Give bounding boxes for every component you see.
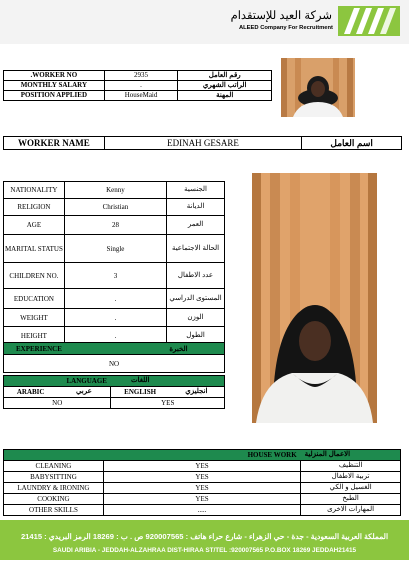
children-no-label: CHILDREN NO. xyxy=(4,263,65,289)
footer-address-arabic: المملكة العربية السعودية - جدة - حي الزهراء - شارع حراء هاتف : 920007565 ص . ب : 18269 الرمز البريدي : 21415 xyxy=(20,532,389,541)
weight-value: . xyxy=(64,309,166,327)
arabic-label: ARABIC xyxy=(4,387,58,398)
table-row xyxy=(4,235,225,263)
worker-photo-large xyxy=(252,173,377,423)
worker-no-label: .WORKER NO xyxy=(4,71,105,81)
nationality-value: Kenny xyxy=(64,182,166,199)
other-skills-value: ..... xyxy=(103,505,300,516)
table-row xyxy=(4,71,272,81)
table-row xyxy=(4,387,225,398)
table-row xyxy=(4,398,225,409)
position-value: HouseMaid xyxy=(104,91,178,101)
religion-value: Christian xyxy=(64,199,166,216)
table-row xyxy=(4,355,225,373)
cooking-label: COOKING xyxy=(4,494,104,505)
weight-label: WEIGHT xyxy=(4,309,65,327)
education-label: EDUCATION xyxy=(4,289,65,309)
english-label-ar: انجليزي xyxy=(169,387,225,398)
house-work-table xyxy=(3,449,401,516)
worker-photo-small xyxy=(281,58,355,117)
table-row xyxy=(4,182,225,199)
experience-value: NO xyxy=(4,355,225,373)
worker-no-label-ar: رقم العامل xyxy=(178,71,272,81)
language-title-ar: اللغات xyxy=(111,376,225,387)
table-row xyxy=(4,461,401,472)
marital-status-label: MARITAL STATUS xyxy=(4,235,65,263)
babysitting-label-ar: تربية الاطفال xyxy=(301,472,401,483)
english-value: YES xyxy=(111,398,225,409)
weight-label-ar: الوزن xyxy=(167,309,225,327)
worker-info-table xyxy=(3,70,272,101)
monthly-salary-label-ar: الراتب الشهري xyxy=(178,81,272,91)
height-label: HEIGHT xyxy=(4,327,65,345)
education-value: . xyxy=(64,289,166,309)
table-row xyxy=(4,199,225,216)
table-row xyxy=(4,309,225,327)
english-label: ENGLISH xyxy=(111,387,169,398)
personal-details-table xyxy=(3,181,225,345)
nationality-label-ar: الجنسية xyxy=(167,182,225,199)
monthly-salary-value: . xyxy=(104,81,178,91)
table-row xyxy=(4,343,225,355)
other-skills-label-ar: المهارات الاخرى xyxy=(301,505,401,516)
table-row xyxy=(4,81,272,91)
language-table xyxy=(3,375,225,409)
cleaning-label: CLEANING xyxy=(4,461,104,472)
age-value: 28 xyxy=(64,216,166,235)
laundry-label-ar: الغسيل و الكي xyxy=(301,483,401,494)
experience-title-ar: الخبرة xyxy=(133,343,225,355)
children-no-value: 3 xyxy=(64,263,166,289)
table-row xyxy=(4,483,401,494)
experience-table xyxy=(3,342,225,373)
table-row xyxy=(4,472,401,483)
table-row xyxy=(4,137,402,150)
table-row xyxy=(4,376,225,387)
table-row xyxy=(4,263,225,289)
other-skills-label: OTHER SKILLS xyxy=(4,505,104,516)
table-row xyxy=(4,216,225,235)
table-row xyxy=(4,494,401,505)
arabic-label-ar: عربي xyxy=(57,387,111,398)
age-label: AGE xyxy=(4,216,65,235)
children-no-label-ar: عدد الاطفال xyxy=(167,263,225,289)
age-label-ar: العمر xyxy=(167,216,225,235)
education-label-ar: المستوى الدراسي xyxy=(167,289,225,309)
cleaning-value: YES xyxy=(103,461,300,472)
religion-label: RELIGION xyxy=(4,199,65,216)
arabic-value: NO xyxy=(4,398,111,409)
marital-status-value: Single xyxy=(64,235,166,263)
worker-name-value: EDINAH GESARE xyxy=(104,137,301,150)
laundry-value: YES xyxy=(103,483,300,494)
babysitting-value: YES xyxy=(103,472,300,483)
worker-name-label-ar: اسم العامل xyxy=(302,137,402,150)
table-row xyxy=(4,450,401,461)
worker-name-label: WORKER NAME xyxy=(4,137,105,150)
table-row xyxy=(4,91,272,101)
position-label-ar: المهنة xyxy=(178,91,272,101)
laundry-label: LAUNDRY & IRONING xyxy=(4,483,104,494)
cooking-value: YES xyxy=(103,494,300,505)
worker-name-table xyxy=(3,136,402,150)
babysitting-label: BABYSITTING xyxy=(4,472,104,483)
table-row xyxy=(4,505,401,516)
height-value: . xyxy=(64,327,166,345)
monthly-salary-label: MONTHLY SALARY xyxy=(4,81,105,91)
worker-no-value: 2935 xyxy=(104,71,178,81)
house-work-title-ar: الاعمال المنزلية xyxy=(301,450,401,461)
company-name-arabic: شركة العيد للإستقدام xyxy=(230,10,332,22)
table-row xyxy=(4,289,225,309)
footer-address-english: SAUDI ARIBIA - JEDDAH-ALZAHRAA DIST-HIRAA ST/TEL :920007565 P.O.BOX 18269 JEDDAH21415 xyxy=(52,547,357,554)
language-title: LANGUAGE xyxy=(4,376,111,387)
height-label-ar: الطول xyxy=(167,327,225,345)
cooking-label-ar: الطبخ xyxy=(301,494,401,505)
company-logo-icon xyxy=(338,6,400,36)
experience-title: EXPERIENCE xyxy=(4,343,134,355)
company-name-english: ALEED Company For Recruitment xyxy=(238,25,333,31)
cleaning-label-ar: التنظيف xyxy=(301,461,401,472)
nationality-label: NATIONALITY xyxy=(4,182,65,199)
house-work-title: HOUSE WORK xyxy=(4,450,301,461)
position-label: POSITION APPLIED xyxy=(4,91,105,101)
marital-status-label-ar: الحالة الاجتماعية xyxy=(167,235,225,263)
religion-label-ar: الديانة xyxy=(167,199,225,216)
